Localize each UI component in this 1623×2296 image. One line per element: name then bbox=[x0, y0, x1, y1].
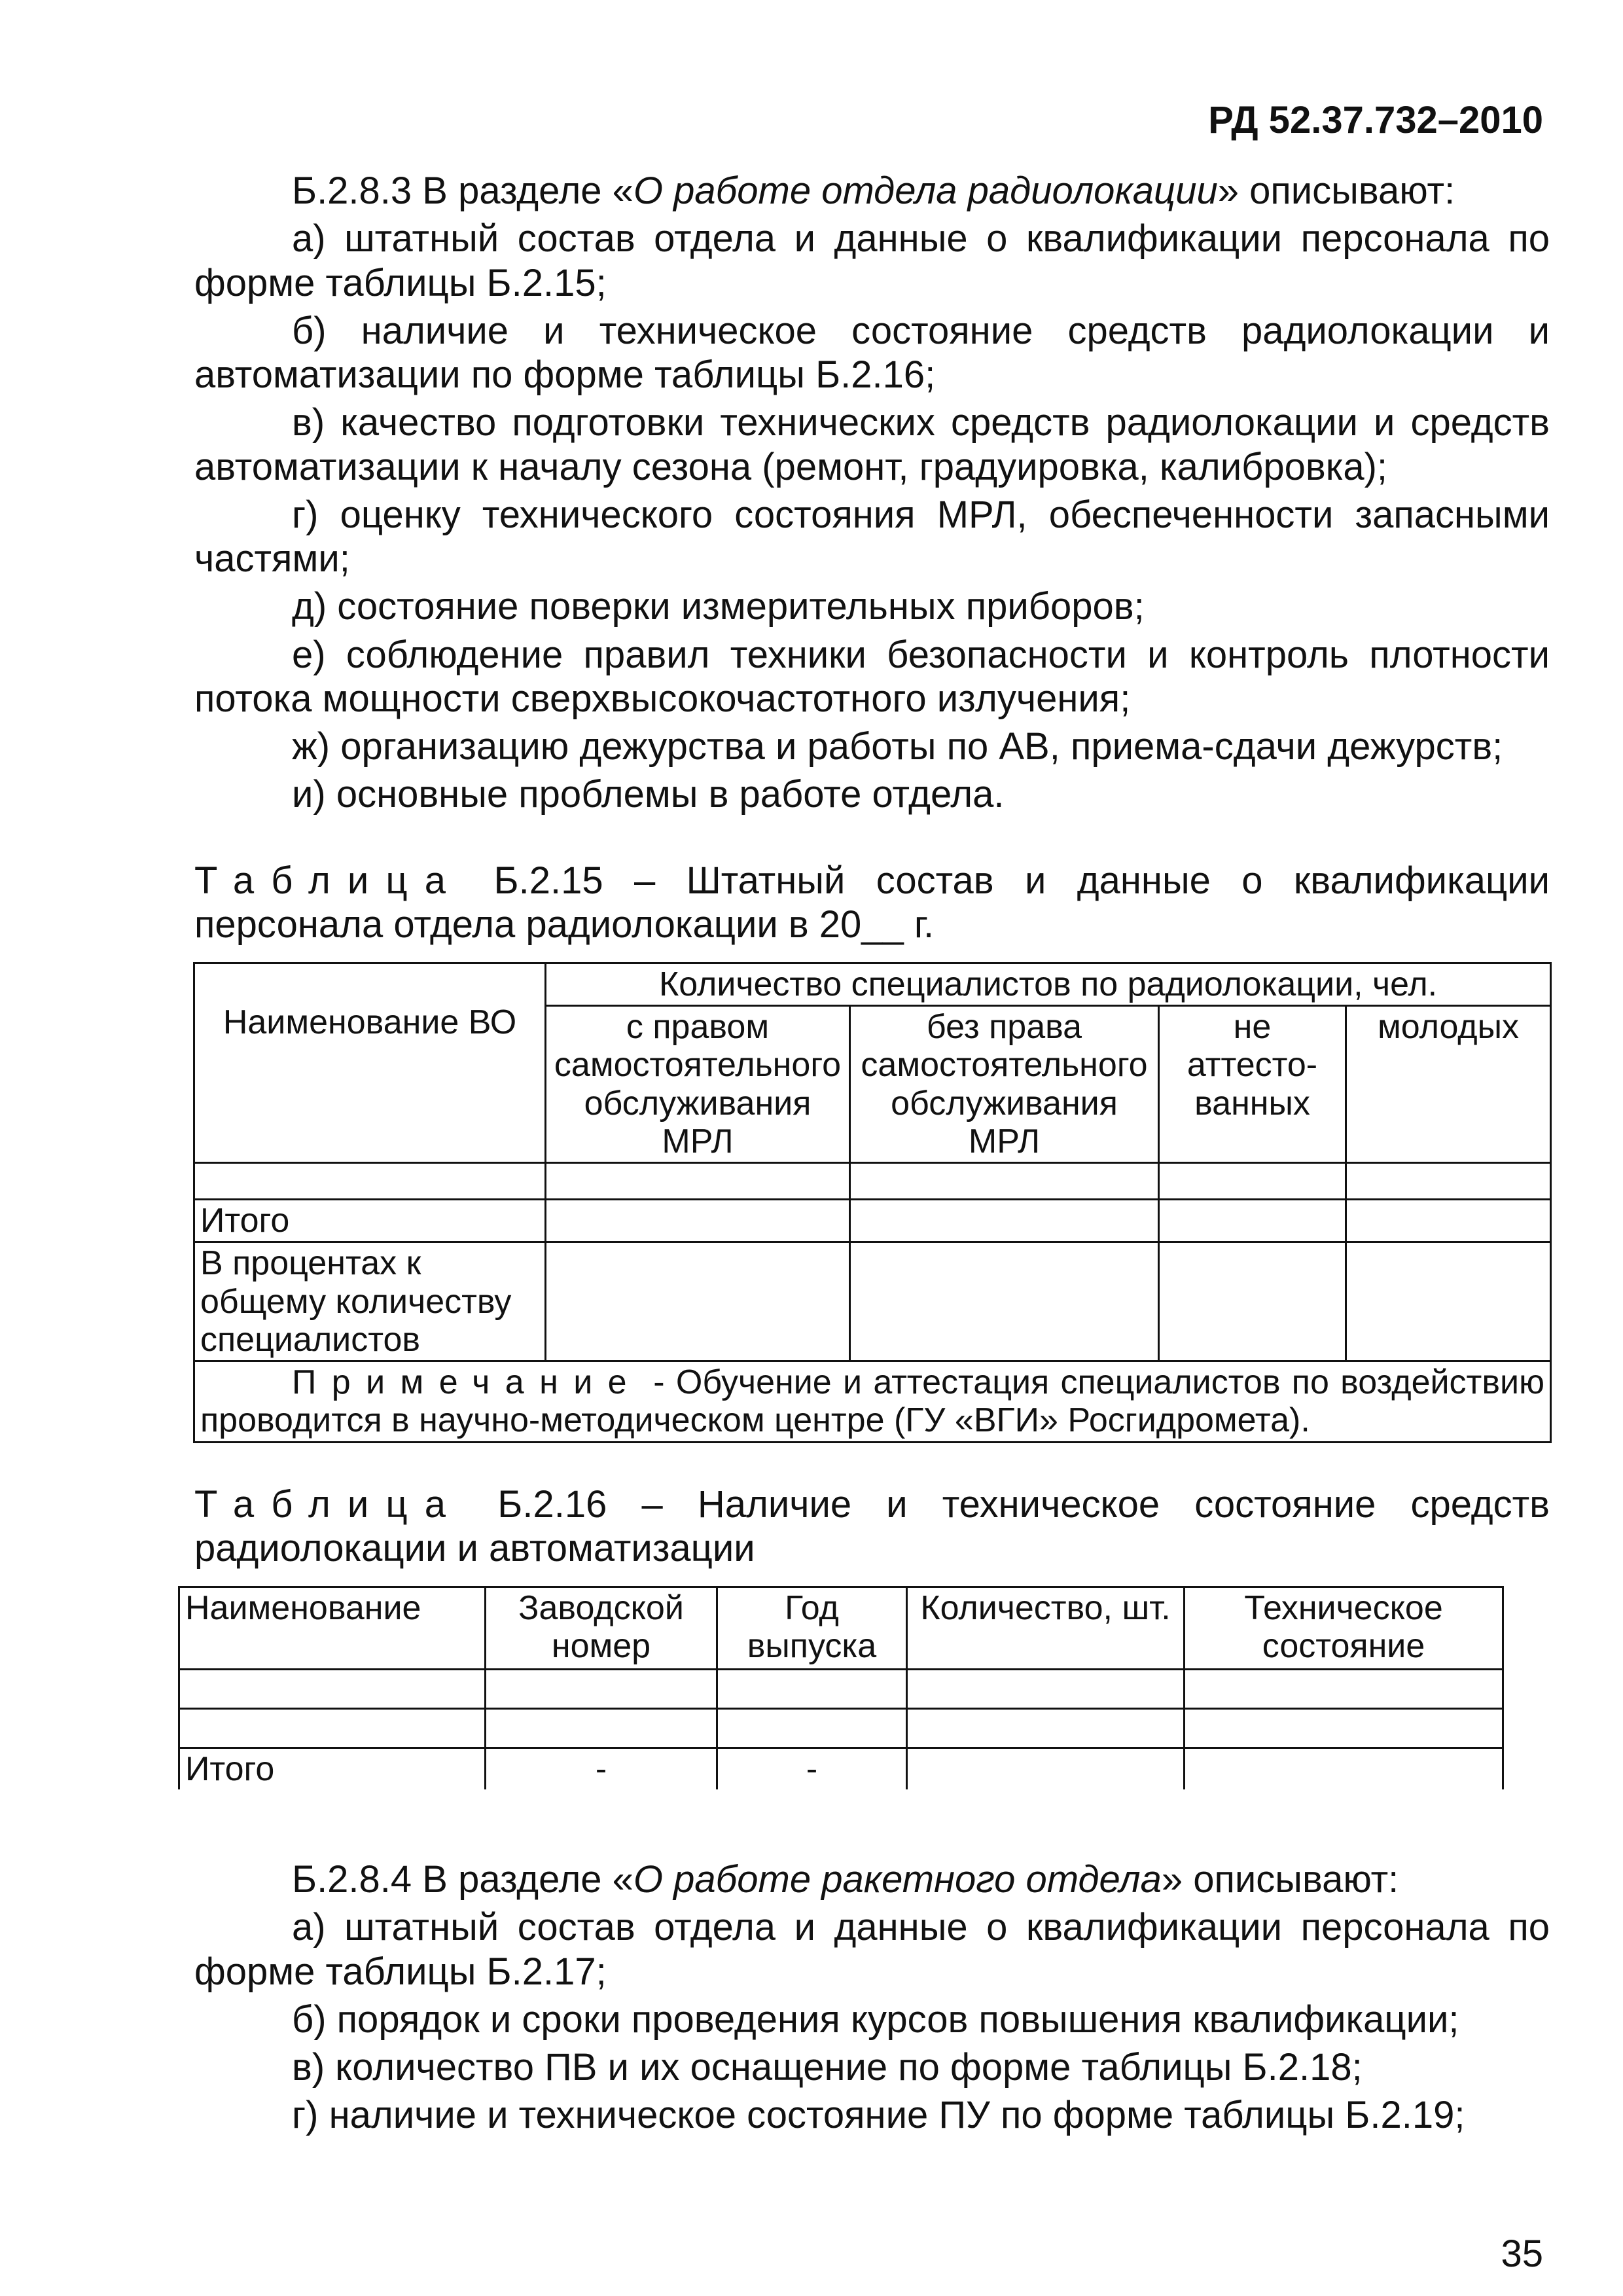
list-item: а) штатный состав отдела и данные о квалификации персонала по форме таблицы Б.2.15; bbox=[194, 217, 1550, 304]
column-header: Наименование bbox=[179, 1587, 486, 1670]
list-item: д) состояние поверки измерительных приборов; bbox=[292, 585, 1145, 628]
table-row bbox=[179, 1748, 1503, 1790]
caption-text: Б.2.15 – Штатный состав и данные о квалификации персонала отдела радиолокации в 20__ г. bbox=[194, 859, 1550, 946]
section-title: О работе ракетного отдела bbox=[633, 1858, 1162, 1901]
caption-text: Б.2.16 – Наличие и техническое состояние средств радиолокации и автоматизации bbox=[194, 1483, 1550, 1570]
column-header: Заводской номер bbox=[486, 1587, 717, 1670]
section-lead: Б.2.8.4 В разделе «О работе ракетного отдела» описывают: bbox=[292, 1858, 1399, 1901]
list-item: б) наличие и техническое состояние средств радиолокации и автоматизации по форме таблицы Б.2.16; bbox=[194, 309, 1550, 397]
table-row bbox=[179, 1709, 1503, 1748]
group-header: Количество специалистов по радиолокации, чел. bbox=[546, 963, 1551, 1006]
column-header: без права самостоятельного обслуживания МРЛ bbox=[850, 1006, 1159, 1163]
list-item: а) штатный состав отдела и данные о квалификации персонала по форме таблицы Б.2.17; bbox=[194, 1906, 1550, 1993]
document-code: РД 52.37.732–2010 bbox=[1208, 99, 1543, 141]
list-item: в) качество подготовки технических средств радиолокации и средств автоматизации к началу сезона (ремонт, градуировка, калибровка); bbox=[194, 401, 1550, 488]
column-header: Техническое состояние bbox=[1185, 1587, 1503, 1670]
table-row bbox=[194, 1242, 1551, 1361]
column-header: не аттесто-ванных bbox=[1159, 1006, 1346, 1163]
row-total-label: Итого bbox=[194, 1200, 546, 1242]
caption-word: Таблица bbox=[194, 859, 463, 902]
table-row bbox=[194, 1200, 1551, 1242]
table-b215-caption bbox=[194, 859, 1550, 951]
table-b215 bbox=[193, 962, 1552, 1443]
column-header: Год выпуска bbox=[717, 1587, 907, 1670]
table-b216-caption bbox=[194, 1482, 1550, 1575]
note-word: Примечание bbox=[292, 1363, 642, 1402]
list-item: ж) организацию дежурства и работы по АВ, приема-сдачи дежурств; bbox=[292, 725, 1503, 768]
list-item: в) количество ПВ и их оснащение по форме таблицы Б.2.18; bbox=[292, 2046, 1363, 2089]
caption-word: Таблица bbox=[194, 1483, 463, 1526]
row-total-label: Итого bbox=[179, 1748, 486, 1790]
table-row bbox=[179, 1670, 1503, 1709]
table-b216 bbox=[178, 1586, 1504, 1789]
list-item: б) порядок и сроки проведения курсов повышения квалификации; bbox=[292, 1998, 1459, 2041]
section-title: О работе отдела радиолокации bbox=[633, 170, 1218, 212]
list-item: и) основные проблемы в работе отдела. bbox=[292, 773, 1005, 816]
table-note bbox=[194, 1361, 1551, 1442]
column-header: молодых bbox=[1346, 1006, 1551, 1163]
row-percent-label: В процентах к общему количеству специалистов bbox=[194, 1242, 546, 1361]
table-row bbox=[194, 1163, 1551, 1200]
list-item: е) соблюдение правил техники безопасности и контроль плотности потока мощности сверхвысокочастотного излучения; bbox=[194, 633, 1550, 720]
section-b283 bbox=[194, 169, 1550, 821]
column-header-name: Наименование ВО bbox=[194, 963, 546, 1163]
list-item: г) наличие и техническое состояние ПУ по форме таблицы Б.2.19; bbox=[292, 2094, 1465, 2137]
column-header: с правом самостоятельного обслуживания МРЛ bbox=[546, 1006, 850, 1163]
section-lead: Б.2.8.3 В разделе «О работе отдела радиолокации» описывают: bbox=[292, 170, 1455, 212]
cell-dash: - bbox=[486, 1748, 717, 1790]
note-text: - Обучение и аттестация специалистов по воздействию проводится в научно-методическом центре (ГУ «ВГИ» Росгидромета). bbox=[200, 1363, 1545, 1440]
column-header: Количество, шт. bbox=[907, 1587, 1185, 1670]
page-number: 35 bbox=[1501, 2233, 1543, 2275]
list-item: г) оценку технического состояния МРЛ, обеспеченности запасными частями; bbox=[194, 493, 1550, 581]
cell-dash: - bbox=[717, 1748, 907, 1790]
section-b284 bbox=[194, 1857, 1550, 2142]
